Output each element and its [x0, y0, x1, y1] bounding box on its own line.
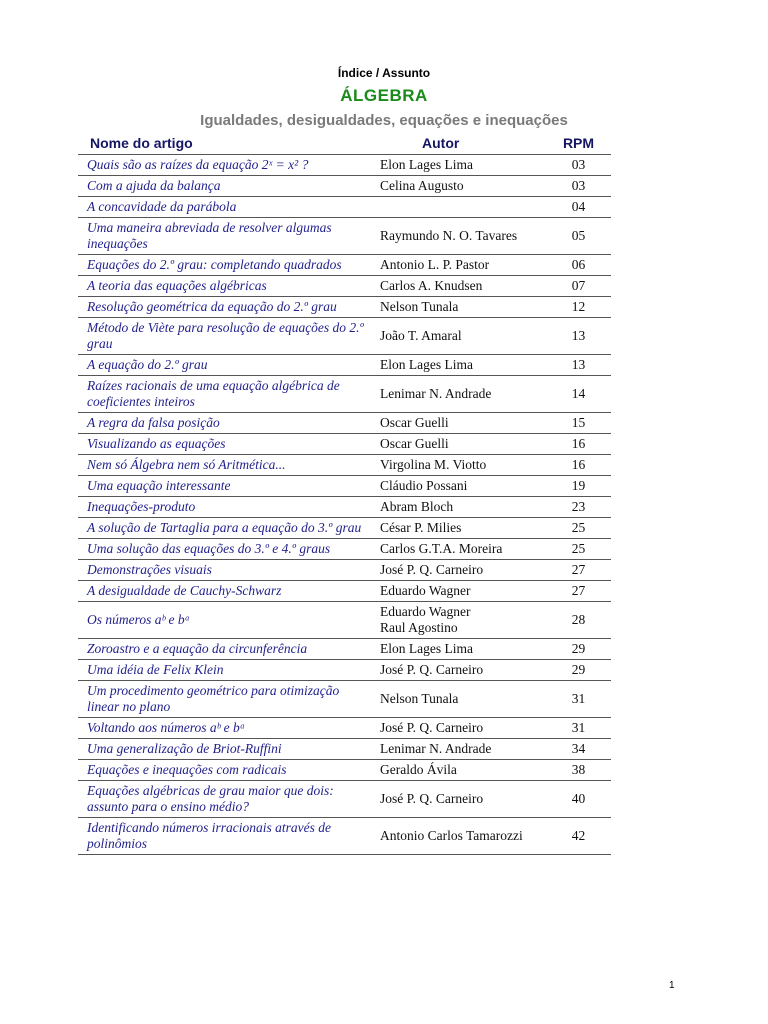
rpm-issue-number: 14 — [546, 376, 611, 413]
table-row — [78, 718, 611, 739]
column-header-rpm: RPM — [546, 132, 611, 155]
rpm-issue-number: 25 — [546, 539, 611, 560]
subject-title: ÁLGEBRA — [340, 86, 428, 105]
article-title: Nem só Álgebra nem só Aritmética... — [78, 455, 376, 476]
article-author: Eduardo Wagner Raul Agostino — [376, 602, 546, 639]
article-author: Carlos G.T.A. Moreira — [376, 539, 546, 560]
rpm-issue-number: 38 — [546, 760, 611, 781]
article-author: Raymundo N. O. Tavares — [376, 218, 546, 255]
article-author: Virgolina M. Viotto — [376, 455, 546, 476]
article-title: Equações e inequações com radicais — [78, 760, 376, 781]
rpm-issue-number: 29 — [546, 639, 611, 660]
rpm-issue-number: 07 — [546, 276, 611, 297]
table-row — [78, 660, 611, 681]
article-author: César P. Milies — [376, 518, 546, 539]
article-title: Zoroastro e a equação da circunferência — [78, 639, 376, 660]
table-row — [78, 581, 611, 602]
table-row — [78, 276, 611, 297]
article-title: Um procedimento geométrico para otimização linear no plano — [78, 681, 376, 718]
rpm-issue-number: 12 — [546, 297, 611, 318]
article-title: Uma maneira abreviada de resolver algumas inequações — [78, 218, 376, 255]
article-title: Demonstrações visuais — [78, 560, 376, 581]
rpm-issue-number: 27 — [546, 560, 611, 581]
article-author: José P. Q. Carneiro — [376, 781, 546, 818]
article-title: A regra da falsa posição — [78, 413, 376, 434]
article-title: A equação do 2.º grau — [78, 355, 376, 376]
article-author: Celina Augusto — [376, 176, 546, 197]
table-row — [78, 518, 611, 539]
article-title: Uma equação interessante — [78, 476, 376, 497]
article-author: Antonio L. P. Pastor — [376, 255, 546, 276]
table-row — [78, 781, 611, 818]
subject-subtitle: Igualdades, desigualdades, equações e inequações — [200, 112, 568, 129]
article-author: Elon Lages Lima — [376, 355, 546, 376]
table-row — [78, 434, 611, 455]
rpm-issue-number: 06 — [546, 255, 611, 276]
article-author: Oscar Guelli — [376, 413, 546, 434]
rpm-issue-number: 23 — [546, 497, 611, 518]
article-title: Os números aᵇ e bᵃ — [78, 602, 376, 639]
article-author: João T. Amaral — [376, 318, 546, 355]
table-row — [78, 197, 611, 218]
article-author: Cláudio Possani — [376, 476, 546, 497]
article-title: Uma generalização de Briot-Ruffini — [78, 739, 376, 760]
rpm-issue-number: 27 — [546, 581, 611, 602]
article-author: José P. Q. Carneiro — [376, 660, 546, 681]
rpm-issue-number: 31 — [546, 718, 611, 739]
article-author: Elon Lages Lima — [376, 639, 546, 660]
table-body — [78, 155, 611, 855]
article-title: Identificando números irracionais através de polinômios — [78, 818, 376, 855]
article-title: Inequações-produto — [78, 497, 376, 518]
rpm-issue-number: 29 — [546, 660, 611, 681]
rpm-issue-number: 28 — [546, 602, 611, 639]
table-row — [78, 639, 611, 660]
rpm-issue-number: 16 — [546, 434, 611, 455]
article-title: Raízes racionais de uma equação algébrica de coeficientes inteiros — [78, 376, 376, 413]
table-row — [78, 560, 611, 581]
article-title: Voltando aos números aᵇ e bᵃ — [78, 718, 376, 739]
article-author: Nelson Tunala — [376, 681, 546, 718]
table-row — [78, 318, 611, 355]
table-row — [78, 497, 611, 518]
rpm-issue-number: 19 — [546, 476, 611, 497]
table-row — [78, 455, 611, 476]
article-title: Visualizando as equações — [78, 434, 376, 455]
table-row — [78, 681, 611, 718]
rpm-issue-number: 13 — [546, 355, 611, 376]
table-row — [78, 476, 611, 497]
rpm-issue-number: 31 — [546, 681, 611, 718]
table-row — [78, 218, 611, 255]
article-author: José P. Q. Carneiro — [376, 718, 546, 739]
rpm-issue-number: 13 — [546, 318, 611, 355]
article-index-table — [78, 132, 611, 855]
rpm-issue-number: 42 — [546, 818, 611, 855]
table-row — [78, 739, 611, 760]
article-title: Uma solução das equações do 3.º e 4.º graus — [78, 539, 376, 560]
article-author: Lenimar N. Andrade — [376, 739, 546, 760]
index-heading: Índice / Assunto — [337, 66, 431, 80]
table-row — [78, 255, 611, 276]
article-title: Equações algébricas de grau maior que dois: assunto para o ensino médio? — [78, 781, 376, 818]
table-header-row — [78, 132, 611, 155]
article-author: Oscar Guelli — [376, 434, 546, 455]
article-title: Uma idéia de Felix Klein — [78, 660, 376, 681]
article-title: Resolução geométrica da equação do 2.º grau — [78, 297, 376, 318]
article-author: Carlos A. Knudsen — [376, 276, 546, 297]
article-title: A concavidade da parábola — [78, 197, 376, 218]
rpm-issue-number: 05 — [546, 218, 611, 255]
table-row — [78, 297, 611, 318]
page-number: 1 — [669, 980, 675, 991]
table-row — [78, 376, 611, 413]
article-author: Nelson Tunala — [376, 297, 546, 318]
article-title: A desigualdade de Cauchy-Schwarz — [78, 581, 376, 602]
rpm-issue-number: 15 — [546, 413, 611, 434]
table-row — [78, 760, 611, 781]
article-title: Com a ajuda da balança — [78, 176, 376, 197]
article-title: A solução de Tartaglia para a equação do 3.º grau — [78, 518, 376, 539]
article-author: José P. Q. Carneiro — [376, 560, 546, 581]
rpm-issue-number: 34 — [546, 739, 611, 760]
table-row — [78, 413, 611, 434]
article-author: Eduardo Wagner — [376, 581, 546, 602]
rpm-issue-number: 03 — [546, 155, 611, 176]
article-title: Método de Viète para resolução de equações do 2.º grau — [78, 318, 376, 355]
article-title: A teoria das equações algébricas — [78, 276, 376, 297]
rpm-issue-number: 16 — [546, 455, 611, 476]
table-row — [78, 176, 611, 197]
article-author: Abram Bloch — [376, 497, 546, 518]
table-row — [78, 155, 611, 176]
table-row — [78, 539, 611, 560]
rpm-issue-number: 40 — [546, 781, 611, 818]
article-author: Antonio Carlos Tamarozzi — [376, 818, 546, 855]
column-header-author: Autor — [376, 132, 546, 155]
article-title: Quais são as raízes da equação 2ˣ = x² ? — [78, 155, 376, 176]
article-title: Equações do 2.º grau: completando quadrados — [78, 255, 376, 276]
table-row — [78, 355, 611, 376]
table-row — [78, 818, 611, 855]
table-row — [78, 602, 611, 639]
rpm-issue-number: 25 — [546, 518, 611, 539]
article-author: Elon Lages Lima — [376, 155, 546, 176]
column-header-title: Nome do artigo — [78, 132, 376, 155]
article-author — [376, 197, 546, 218]
article-author: Geraldo Ávila — [376, 760, 546, 781]
article-author: Lenimar N. Andrade — [376, 376, 546, 413]
rpm-issue-number: 03 — [546, 176, 611, 197]
rpm-issue-number: 04 — [546, 197, 611, 218]
